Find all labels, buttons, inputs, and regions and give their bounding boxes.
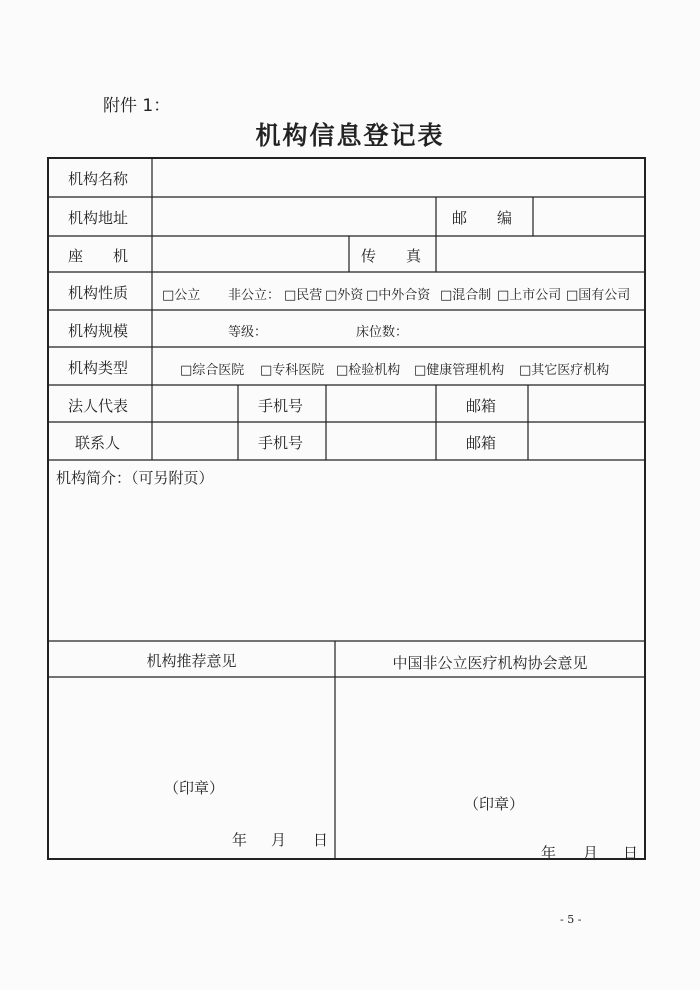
fax-field[interactable] xyxy=(437,237,644,271)
type-option-general[interactable]: □综合医院 xyxy=(180,363,245,378)
contact-mobile-label: 手机号 xyxy=(258,434,304,452)
org-name-field[interactable] xyxy=(153,159,644,196)
association-opinion-field[interactable] xyxy=(336,678,644,858)
org-intro-label: 机构简介：（可另附页） xyxy=(56,469,214,487)
org-recommendation-field[interactable] xyxy=(49,678,334,858)
postcode-field[interactable] xyxy=(534,198,644,235)
legal-rep-label: 法人代表 xyxy=(68,397,129,415)
nature-option-joint[interactable]: □中外合资 xyxy=(366,288,431,303)
legal-rep-mobile-field[interactable] xyxy=(327,386,435,421)
form-title: 机构信息登记表 xyxy=(255,121,445,150)
scale-beds-label: 床位数： xyxy=(356,325,409,340)
phone-field[interactable] xyxy=(153,237,348,271)
contact-email-label: 邮箱 xyxy=(466,434,497,452)
org-name-label: 机构名称 xyxy=(68,170,129,188)
nature-option-private[interactable]: □民营 xyxy=(284,288,323,303)
type-option-other[interactable]: □其它医疗机构 xyxy=(519,363,610,378)
org-address-field[interactable] xyxy=(153,198,435,235)
legal-rep-email-field[interactable] xyxy=(529,386,644,421)
left-seal-label: （印章） xyxy=(164,779,225,797)
attachment-label: 附件 1： xyxy=(103,96,171,116)
nature-option-foreign[interactable]: □外资 xyxy=(325,288,364,303)
org-scale-label: 机构规模 xyxy=(68,322,129,340)
scale-grade-label: 等级： xyxy=(228,325,268,340)
org-nature-label: 机构性质 xyxy=(68,284,129,302)
nature-option-mixed[interactable]: □混合制 xyxy=(440,288,492,303)
right-year-label: 年 xyxy=(541,844,557,862)
legal-rep-email-label: 邮箱 xyxy=(466,397,497,415)
postcode-label: 邮 编 xyxy=(452,209,513,227)
nature-non-public-label: 非公立： xyxy=(228,288,281,303)
fax-label: 传 真 xyxy=(361,247,422,265)
right-seal-label: （印章） xyxy=(464,795,525,813)
page-number: - 5 - xyxy=(560,913,582,926)
nature-option-state[interactable]: □国有公司 xyxy=(566,288,631,303)
right-day-label: 日 xyxy=(623,844,639,862)
contact-field[interactable] xyxy=(153,423,237,459)
left-day-label: 日 xyxy=(313,831,329,849)
org-type-label: 机构类型 xyxy=(68,359,129,377)
type-option-lab[interactable]: □检验机构 xyxy=(336,363,401,378)
phone-label: 座 机 xyxy=(68,247,129,265)
org-address-label: 机构地址 xyxy=(68,209,129,227)
contact-email-field[interactable] xyxy=(529,423,644,459)
association-opinion-header: 中国非公立医疗机构协会意见 xyxy=(392,654,588,672)
left-year-label: 年 xyxy=(232,831,248,849)
contact-label: 联系人 xyxy=(75,434,121,452)
legal-rep-field[interactable] xyxy=(153,386,237,421)
type-option-specialty[interactable]: □专科医院 xyxy=(260,363,325,378)
legal-rep-mobile-label: 手机号 xyxy=(258,397,304,415)
left-month-label: 月 xyxy=(271,831,287,849)
type-option-health[interactable]: □健康管理机构 xyxy=(414,363,505,378)
org-recommendation-header: 机构推荐意见 xyxy=(146,652,237,670)
right-month-label: 月 xyxy=(583,844,599,862)
nature-option-listed[interactable]: □上市公司 xyxy=(497,288,562,303)
org-intro-field[interactable] xyxy=(49,490,644,640)
nature-option-public[interactable]: □公立 xyxy=(162,288,201,303)
contact-mobile-field[interactable] xyxy=(327,423,435,459)
